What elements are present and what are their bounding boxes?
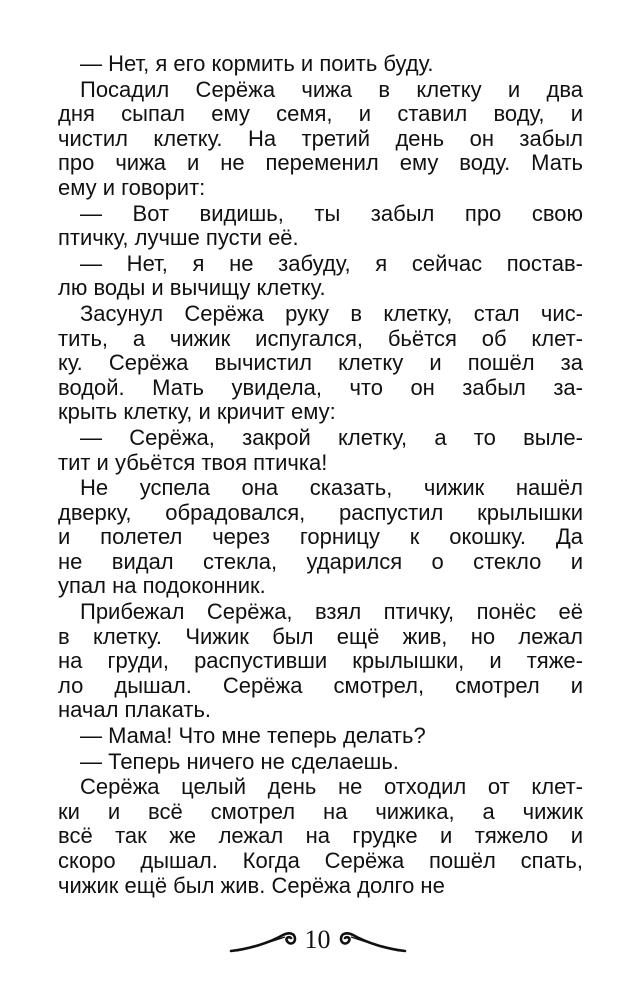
text-line: в клетку. Чижик был ещё жив, но лежал — [58, 623, 583, 649]
paragraph — [58, 426, 583, 475]
paragraph — [58, 302, 583, 425]
text-line: тить, а чижик испугался, бьётся об клет- — [58, 325, 583, 351]
text-line: Прибежал Серёжа, взял птичку, понёс её — [80, 599, 583, 625]
text-line: на груди, распустивши крылышки, и тяже- — [58, 648, 583, 674]
paragraph — [58, 600, 583, 723]
text-line: дня сыпал ему семя, и ставил воду, и — [58, 101, 583, 127]
text-line: — Нет, я не забуду, я сейчас постав- — [80, 250, 583, 276]
paragraph — [58, 724, 583, 749]
text-line: упал на подоконник. — [58, 573, 266, 599]
text-line: Серёжа целый день не отходил от клет- — [80, 774, 583, 800]
text-line: — Мама! Что мне теперь делать? — [80, 723, 426, 749]
text-line: лю воды и вычищу клетку. — [58, 275, 326, 301]
text-line: ки и всё смотрел на чижика, а чижик — [58, 798, 583, 824]
paragraph — [58, 476, 583, 599]
text-line: тит и убьётся твоя птичка! — [58, 449, 328, 475]
text-line: водой. Мать увидела, что он забыл за- — [58, 374, 583, 400]
page-text — [58, 52, 583, 899]
text-line: дверку, обрадовался, распустил крылышки — [58, 499, 583, 525]
text-line: ему и говорит: — [58, 174, 206, 200]
text-line: и полетел через горницу к окошку. Да — [58, 524, 583, 550]
left-flourish-icon — [229, 925, 299, 955]
text-line: Не успела она сказать, чижик нашёл — [80, 475, 583, 501]
text-line: скоро дышал. Когда Серёжа пошёл спать, — [58, 848, 583, 873]
text-line: начал плакать. — [58, 697, 212, 723]
paragraph — [58, 52, 583, 77]
text-line: чистил клетку. На третий день он забыл — [58, 125, 583, 151]
text-line: птичку, лучше пусти её. — [58, 225, 299, 251]
right-flourish-icon — [337, 925, 407, 955]
text-line: Засунул Серёжа руку в клетку, стал чис- — [80, 300, 583, 326]
paragraph — [58, 252, 583, 301]
paragraph — [58, 750, 583, 775]
text-line: — Нет, я его кормить и поить буду. — [80, 51, 434, 76]
text-line: крыть клетку, и кричит ему: — [58, 399, 336, 425]
page-number-ornament — [0, 920, 635, 960]
page-number: 10 — [304, 925, 331, 954]
text-line: — Серёжа, закрой клетку, а то выле- — [80, 424, 583, 450]
text-line: Посадил Серёжа чижа в клетку и два — [80, 76, 583, 102]
paragraph — [58, 775, 583, 898]
text-line: — Вот видишь, ты забыл про свою — [80, 200, 583, 226]
text-line: ло дышал. Серёжа смотрел, смотрел и — [58, 672, 583, 698]
text-line: не видал стекла, ударился о стекло и — [58, 548, 583, 574]
text-line: — Теперь ничего не сделаешь. — [80, 748, 399, 774]
paragraph — [58, 78, 583, 201]
paragraph — [58, 202, 583, 251]
text-line: ку. Серёжа вычистил клетку и пошёл за — [58, 350, 583, 376]
text-line: всё так же лежал на грудке и тяжело и — [58, 823, 583, 849]
text-line: про чижа и не переменил ему воду. Мать — [58, 150, 583, 176]
text-line: чижик ещё был жив. Серёжа долго не — [58, 872, 445, 898]
